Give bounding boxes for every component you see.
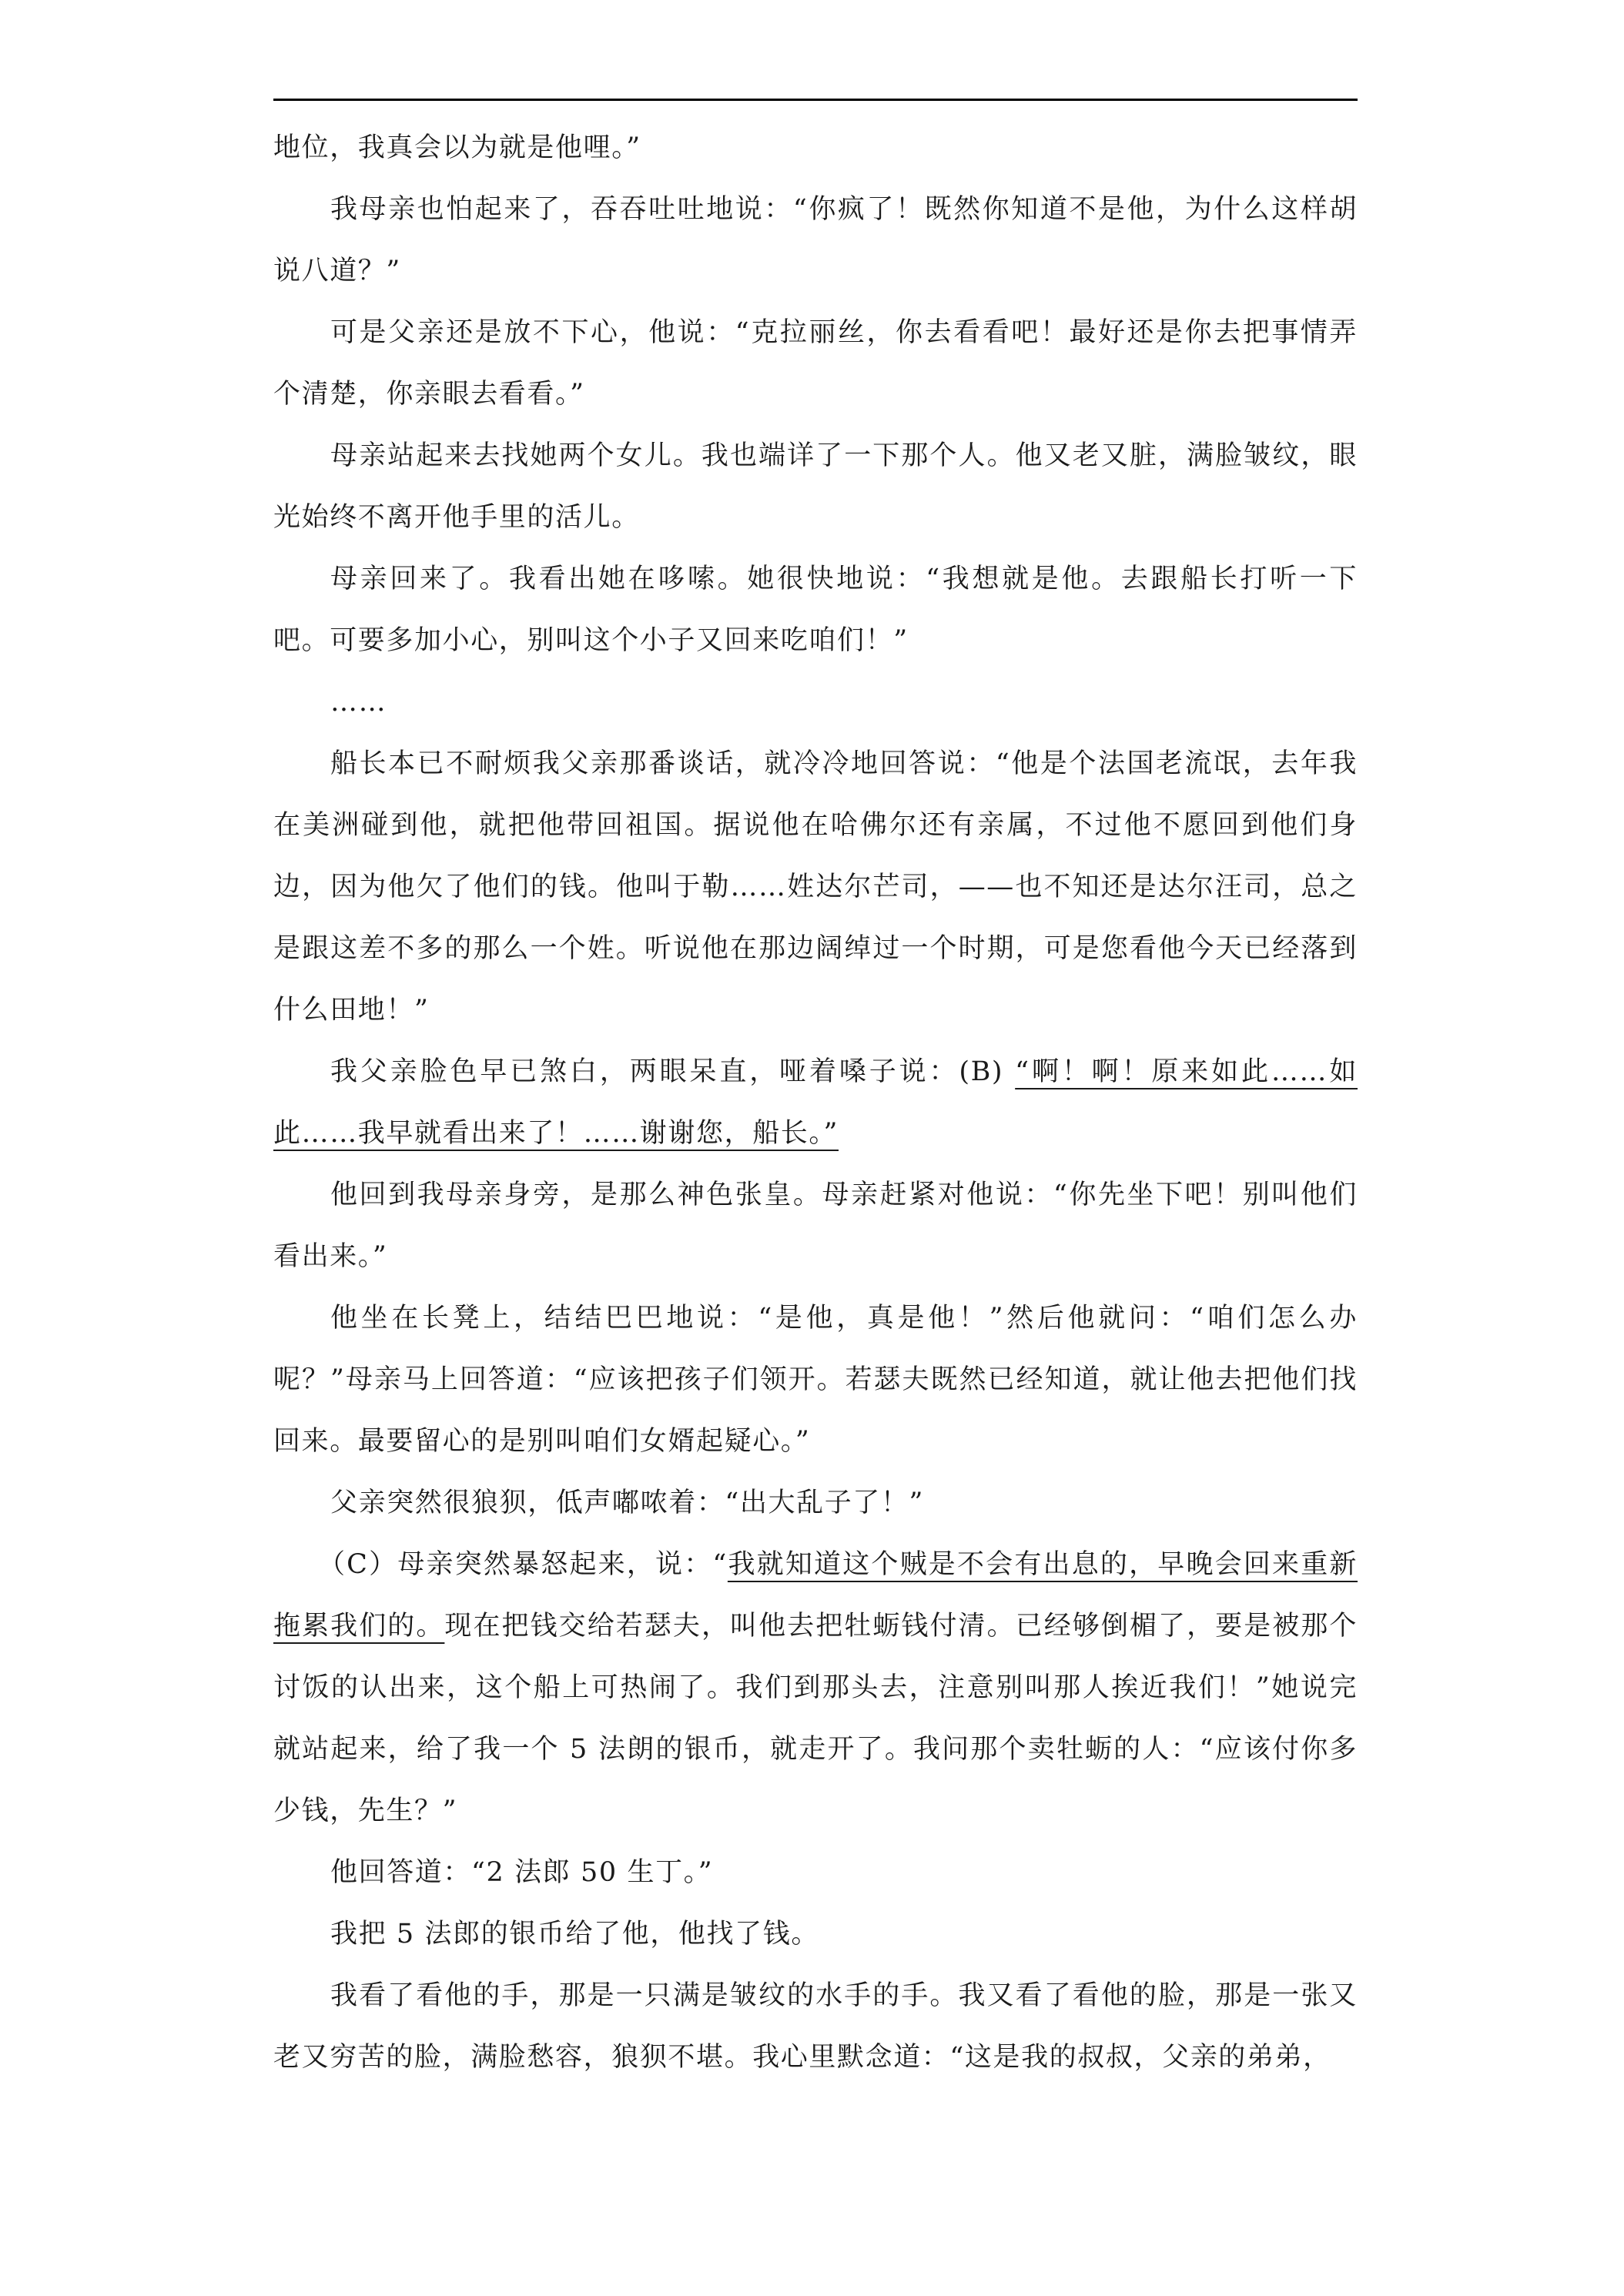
paragraph-9: 他回到我母亲身旁，是那么神色张皇。母亲赶紧对他说：“你先坐下吧！别叫他们看出来。” xyxy=(273,1180,1358,1272)
paragraph-12-lead: （C）母亲突然暴怒起来，说：“ xyxy=(318,1549,728,1580)
paragraph-12-rest: 现在把钱交给若瑟夫，叫他去把牡蛎钱付清。已经够倒楣了，要是被那个讨饭的认出来，这个船上可热闹了。我们到那头去，注意别叫那人挨近我们！”她说完就站起来，给了我一个 5 法朗的银币，就走开了。我问那个卖牡蛎的人：“应该付你多少钱，先生？” xyxy=(273,1611,1358,1826)
paragraph-ellipsis: …… xyxy=(330,687,387,718)
paragraph-10: 他坐在长凳上，结结巴巴地说：“是他，真是他！”然后他就问：“咱们怎么办呢？”母亲马上回答道：“应该把孩子们领开。若瑟夫既然已经知道，就让他去把他们找回来。最要留心的是别叫咱们女婿起疑心。” xyxy=(273,1303,1358,1457)
paragraph-3: 可是父亲还是放不下心，他说：“克拉丽丝，你去看看吧！最好还是你去把事情弄个清楚，你亲眼去看看。” xyxy=(273,317,1358,410)
header-rule xyxy=(273,99,1358,101)
paragraph-2: 我母亲也怕起来了，吞吞吐吐地说：“你疯了！既然你知道不是他，为什么这样胡说八道？” xyxy=(273,194,1358,286)
paragraph-5: 母亲回来了。我看出她在哆嗦。她很快地说：“我想就是他。去跟船长打听一下吧。可要多加小心，别叫这个小子又回来吃咱们！” xyxy=(273,564,1358,656)
paragraph-7: 船长本已不耐烦我父亲那番谈话，就冷冷地回答说：“他是个法国老流氓，去年我在美洲碰到他，就把他带回祖国。据说他在哈佛尔还有亲属，不过他不愿回到他们身边，因为他欠了他们的钱。他叫于勒……姓达尔芒司，——也不知还是达尔汪司，总之是跟这差不多的那么一个姓。听说他在那边阔绰过一个时期，可是您看他今天已经落到什么田地！” xyxy=(273,748,1358,1026)
paragraph-1: 地位，我真会以为就是他哩。” xyxy=(273,132,641,163)
paragraph-11: 父亲突然很狼狈，低声嘟哝着：“出大乱子了！” xyxy=(330,1488,924,1518)
paragraph-15: 我看了看他的手，那是一只满是皱纹的水手的手。我又看了看他的脸，那是一张又老又穷苦的脸，满脸愁容，狼狈不堪。我心里默念道：“这是我的叔叔，父亲的弟弟， xyxy=(273,1980,1358,2073)
paragraph-13: 他回答道：“2 法郎 50 生丁。” xyxy=(330,1857,714,1888)
paragraph-12-marked-c xyxy=(273,1534,1358,1842)
document-body xyxy=(273,117,1358,2088)
paragraph-14: 我把 5 法郎的银币给了他，他找了钱。 xyxy=(330,1919,819,1950)
paragraph-8-marked-b xyxy=(273,1041,1358,1164)
underlined-quote-b: “啊！啊！原来如此……如此……我早就看出来了！……谢谢您，船长。” xyxy=(273,1056,1358,1149)
underlined-quote-c: 我就知道这个贼是不会有出息的，早晚会回来重新拖累我们的。 xyxy=(273,1549,1358,1642)
paragraph-4: 母亲站起来去找她两个女儿。我也端详了一下那个人。他又老又脏，满脸皱纹，眼光始终不离开他手里的活儿。 xyxy=(273,440,1358,533)
paragraph-8-lead: 我父亲脸色早已煞白，两眼呆直，哑着嗓子说：(B) xyxy=(330,1056,1016,1087)
